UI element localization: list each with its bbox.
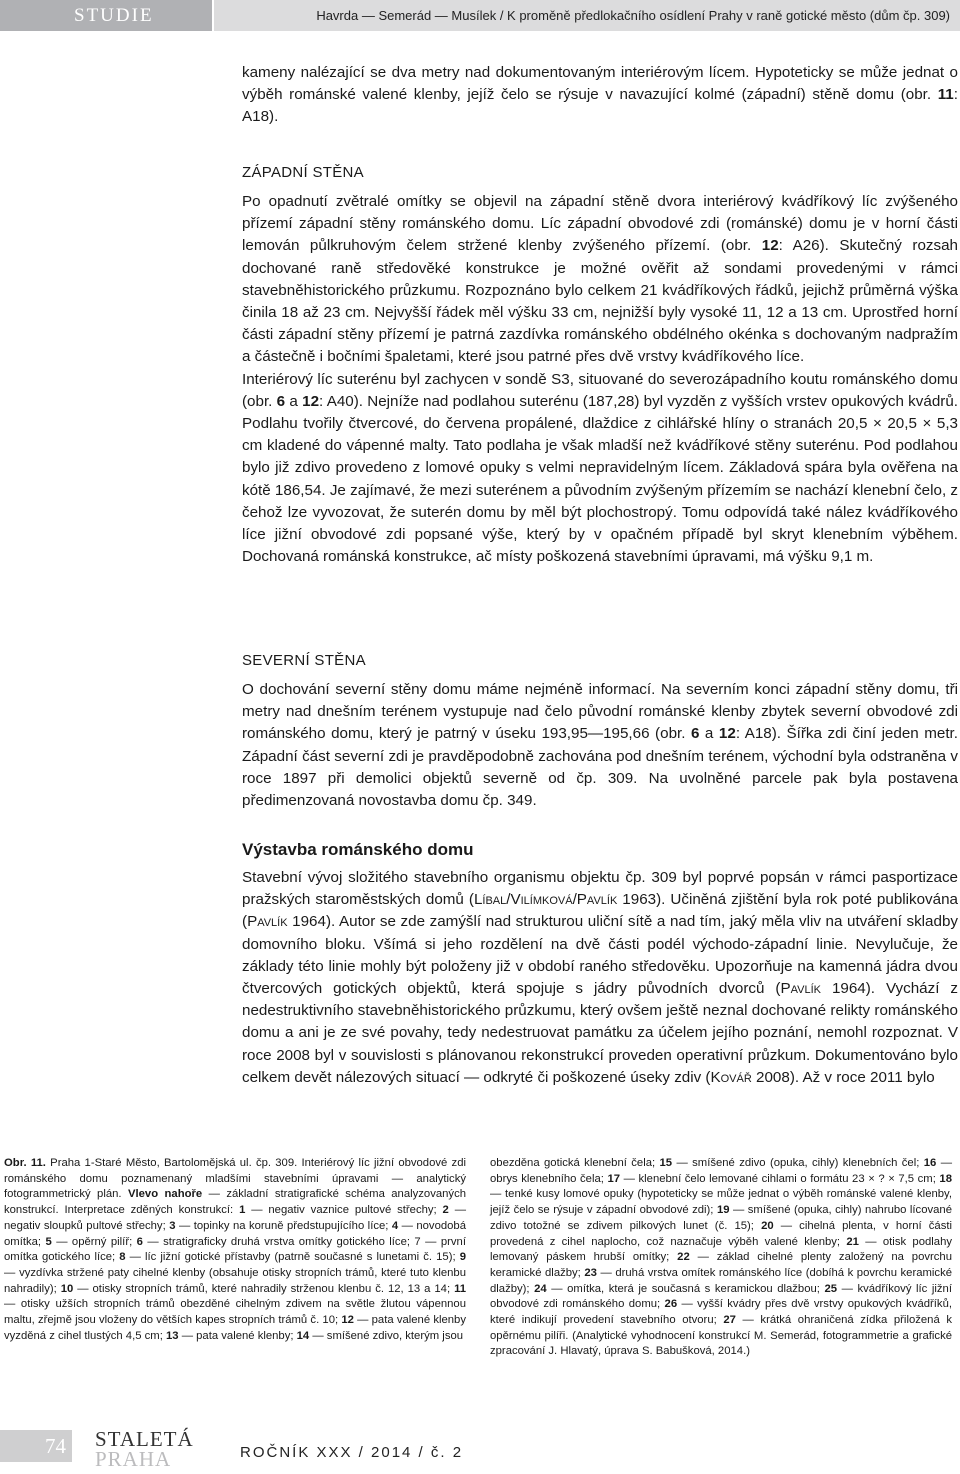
page-header [0, 0, 960, 31]
section-heading: Výstavba románského domu [242, 840, 474, 859]
page-footer [0, 1420, 960, 1474]
running-title: Havrda — Semerád — Musílek / K proměně předlokačního osídlení Prahy v raně gotické město (dům čp. 309) [214, 0, 960, 31]
subheading-west-wall: ZÁPADNÍ STĚNA [242, 164, 364, 181]
caption-column-left: Obr. 11. Praha 1-Staré Město, Bartolomějská ul. čp. 309. Interiérový líc jižní obvodové zdi románského domu poznamenaný mladšími stavebními úpravami — analytický fotogrammetrický plán. Vlevo nahoře — základní stratigrafické schéma analyzovaných konstrukcí. Interpretace zděných konstrukcí: 1 — negativ vaznice pultové střechy; 2 — negativ sloupků pultové střechy; 3 — topinky na koruně předstupujícího líce; 4 — novodobá omítka; 5 — opěrný pilíř; 6 — stratigraficky druhá vrstva omítky gotického líce; 7 — první omítka gotického líce; 8 — líc jižní gotické přístavby (patrně současné s lunetami č. 15); 9 — vyzdívka stržené paty cihelné klenby (obsahuje otisky stropních trámů, které tuto klenbu nahradily); 10 — otisky stropních trámů, které nahradily strženou klenbu č. 12, 13 a 14; 11 — otisky užších stropních trámů obezděné cihelným zdivem na světle žlutou vápennou maltu, zřejmě jsou vloženy do větších kapes stropních trámů č. 10; 12 — pata valené klenby vyzděná z cihel tlustých 4,5 cm; 13 — pata valené klenby; 14 — smíšené zdivo, kterým jsou [4, 1157, 467, 1342]
section-tag: STUDIE [0, 0, 212, 31]
paragraph-west-wall: Po opadnutí zvětralé omítky se objevil na západní stěně dvora interiérový kvádříkový líc zvýšeného přízemí západní stěny románského domu. Líc západní obvodové zdi (románské) domu je v horní části lemován půlkruhovým čelem stržené klenby zvýšeného přízemí. (obr. 12: A26). Skutečný rozsah dochované raně středověké konstrukce je možné ověřit až sondami provedenými v rámci stavebněhistorického průzkumu. Rozpoznáno bylo celkem 21 kvádříkových řádků, jejichž průměrná výška činila 18 až 23 cm. Nejvyšší řádek měl výšku 33 cm, nejnižší byly vysoké 11, 12 a 13 cm. Uprostřed horní části západní stěny přízemí je patrná zazdívka románského obdélného okénka s dochovaným nadpražím a částečně i bočními špaletami, které jsou patrné přes dvě vrstvy kvádříkového líce. Interiérový líc suterénu byl zachycen v sondě S3, situované do severozápadního koutu románského domu (obr. 6 a 12: A40). Nejníže nad podlahou suterénu (187,28) byl vyzděn z vyšších vrstev opukových kvádrů. Podlahu tvořily čtvercové, do červena propálené, dlaždice z cihlářské hlíny o stranách 20,5 × 20,5 × 5,3 cm kladené do vápenné malty. Tato podlaha je však mladší než kvádříkové stěny suterénu. Pod podlahou bylo již zdivo provedeno z lomové opuky s velmi nepravidelným lícem. Základová spára byla ověřena na kótě 186,54. Je zajímavé, že mezi suterénem a původním zvýšeným přízemím se nachází klenební čelo, z čehož lze vyvozovat, že suterén domu by měl být plochostropý. Tomu odpovídá také nález kvádříkového líce jižní obvodové zdi popsané výše, který by v opačném případě byl skryt klenebním výběhem. Dochovaná románská konstrukce, ač místy poškozená stavebními úpravami, má výšku 9,1 m. [242, 193, 958, 566]
page-number: 74 [0, 1430, 72, 1462]
issue-label: ROČNÍK XXX / 2014 / č. 2 [240, 1444, 464, 1461]
paragraph-romanesque-house: Stavební vývoj složitého stavebního organismu objektu čp. 309 byl poprvé popsán v rámci pasportizace pražských staroměstských domů (Líbal/Vilímková/Pavlík 1963). Učiněná zjištění byla rok poté publikována (Pavlík 1964). Autor se zde zamýšlí nad strukturou uliční sítě a nad tím, jaký měla vliv na utváření skladby domovního bloku. Všímá si jeho rozdělení na dvě části podél východo-západní linie. Nevylučuje, že základy této linie mohly být položeny již v období raného středověku. Upozorňuje na kamenná jádra dvou čtvercových gotických objektů, která spojuje s jádry původních dvorců (Pavlík 1964). Vychází z nedestruktivního stavebněhistorického průzkumu, který ovšem ještě neznal dochované relikty románského domu a ani je ze své povahy, tedy nedestruovat památku za účelem jejího poznání, nemohl rozpoznat. V roce 2008 byl v souvislosti s plánovanou rekonstrukcí proveden operativní průzkum. Dokumentováno bylo celkem devět nálezových situací — odkryté či poškozené úseky zdiv (Kovář 2008). Až v roce 2011 bylo [242, 869, 958, 1086]
subheading-north-wall: SEVERNÍ STĚNA [242, 652, 366, 669]
paragraph-intro: kameny nalézající se dva metry nad dokumentovaným interiérovým lícem. Hypoteticky se může jednat o výběh románské valené klenby, jejíž čelo se rýsuje v navazující kolmé (západní) stěně domu (obr. 11: A18). [242, 64, 958, 126]
journal-logo [95, 1429, 223, 1469]
paragraph-north-wall: O dochování severní stěny domu máme nejméně informací. Na severním konci západní stěny domu, tři metry nad dnešním terénem vystupuje nad čelo původní románské klenby zbytek severní obvodové zdi románského domu, který je patrný v úseku 193,95—195,66 (obr. 6 a 12: A18). Šířka zdi činí jeden metr. Západní část severní zdi je pravděpodobně zachována pod dnešním terénem, východní byla odstraněna v roce 1897 při demolici objektů severně od čp. 309. Na uvolněné parcele pak byla postavena předimenzovaná novostavba domu čp. 349. [242, 681, 958, 810]
caption-column-right: obezděna gotická klenební čela; 15 — smíšené zdivo (opuka, cihly) klenebních čel; 16 — obrys klenebního čela; 17 — klenební čelo lemované cihlami o formátu 23 × ? × 7,5 cm; 18 — tenké kusy lomové opuky (hypoteticky se může jednat o výběh románské valené klenby, jejíž čelo se rýsuje v západní obvodové zdi); 19 — smíšené (opuka, cihly) nahrubo lícované zdivo totožné se zdivem pilkových lunet (č. 15); 20 — cihelná plenta, v horní části provedená z cihel naplocho, což naznačuje výběh valené klenby; 21 — otisk podlahy lemovaný páskem hrubší omítky; 22 — základ cihelné plenty založený na povrchu keramické dlažby; 23 — druhá vrstva omítek románského líce (dobíhá k povrchu keramické dlažby); 24 — omítka, která je současná s keramickou dlažbou; 25 — kvádříkový líc jižní obvodové zdi románského domu; 26 — vyšší kvádry přes dvě vrstvy opukových kvádříků, které indikují provedení stavebního otvoru; 27 — krátká ohraničená zídka přiložená k opěrnému pilíři. (Analytické vyhodnocení konstrukcí M. Semerád, fotogrammetrie a grafické zpracování J. Hlavatý, úprava S. Babušková, 2014.) [490, 1157, 953, 1358]
logo-line-1: STALETÁ [95, 1427, 194, 1451]
logo-line-2: PRAHA [95, 1447, 172, 1471]
